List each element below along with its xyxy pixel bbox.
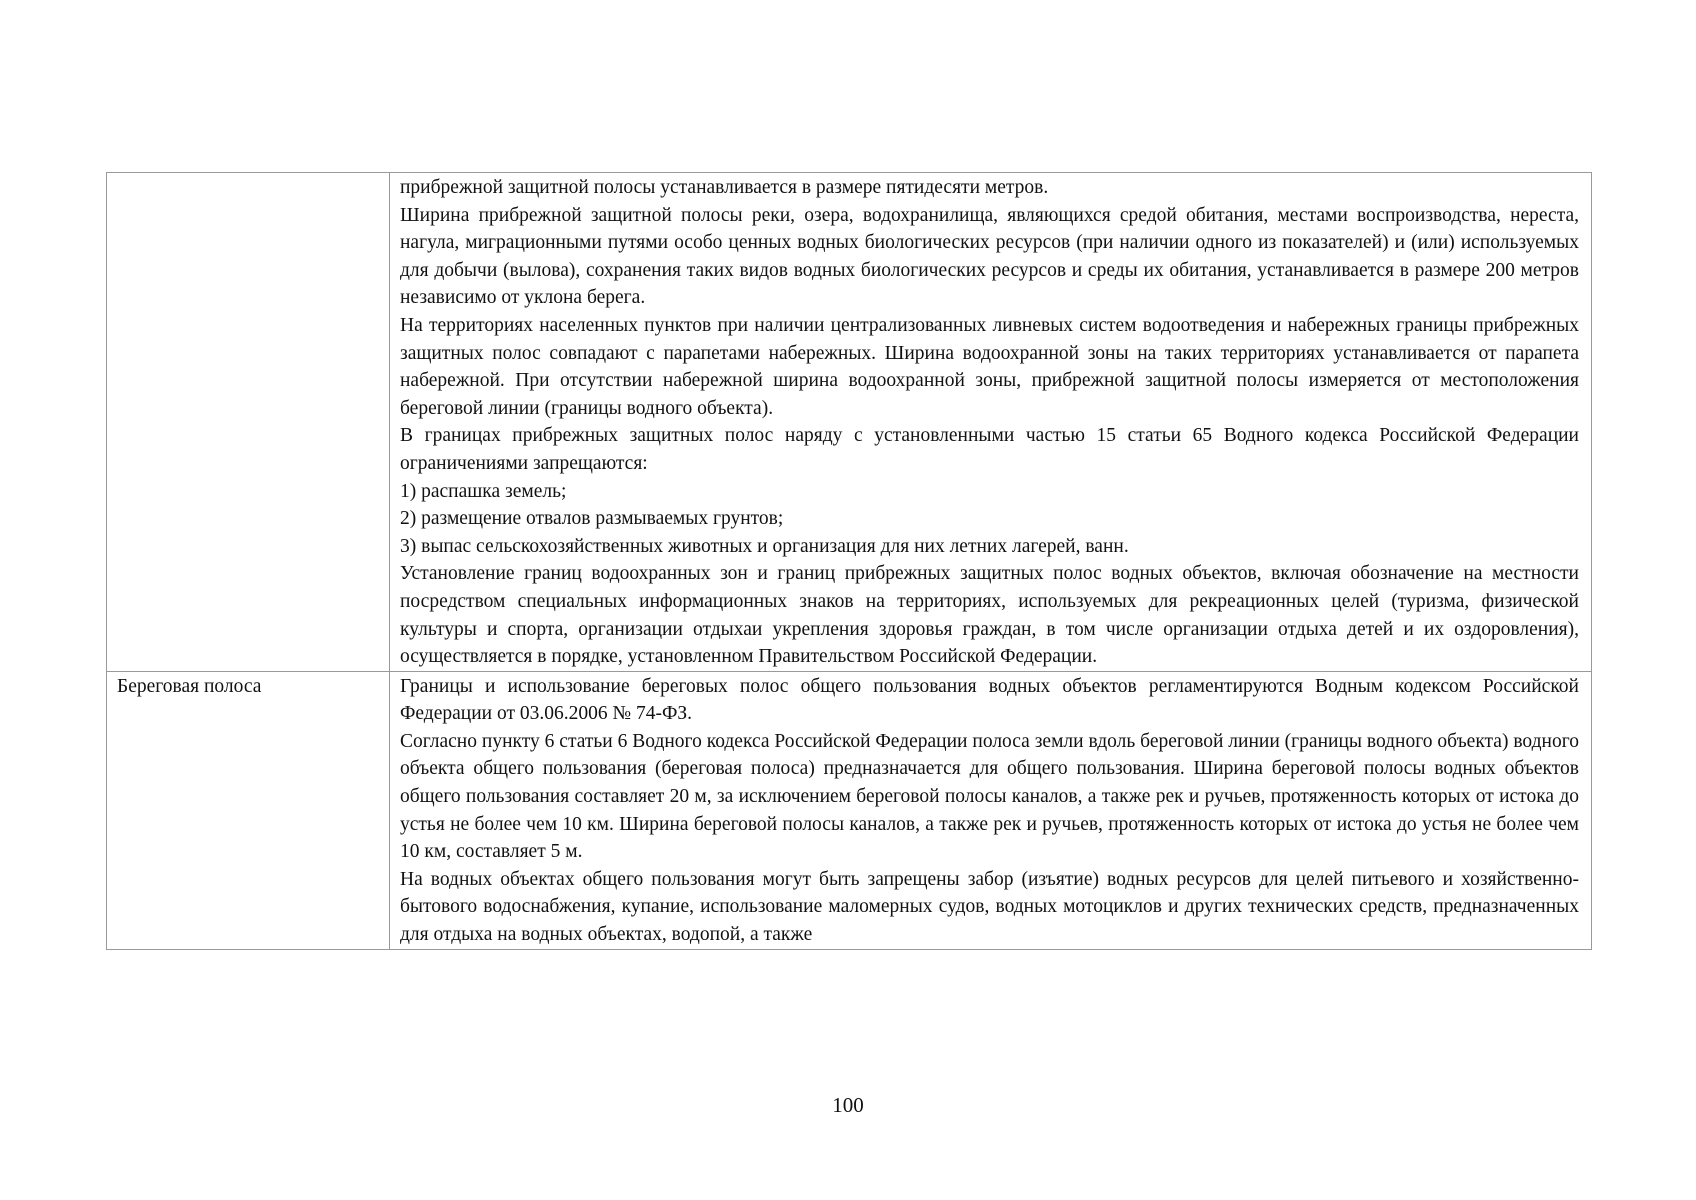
list-item: 2) размещение отвалов размываемых грунтов; [400,508,784,530]
paragraph: Согласно пункту 6 статьи 6 Водного кодекса Российской Федерации полоса земли вдоль береговой линии (границы водного объекта) водного объекта общего пользования (береговая полоса) предназначается для общего пользования. Ширина береговой полосы водных объектов общего пользования составляет 20 м, за исключением береговой полосы каналов, а также рек и ручьев, протяженность которых от истока до устья не более чем 10 км. Ширина береговой полосы каналов, а также рек и ручьев, протяженность которых от истока до устья не более чем 10 км, составляет 5 м. [400,730,1579,863]
row-text-cell [390,173,1592,672]
list-item: 3) выпас сельскохозяйственных животных и организация для них летних лагерей, ванн. [400,535,1129,557]
paragraph: Установление границ водоохранных зон и границ прибрежных защитных полос водных объектов, включая обозначение на местности посредством специальных информационных знаков на территориях, используемых для рекреационных целей (туризма, физической культуры и спорта, организации отдыхаи укрепления здоровья граждан, в том числе организации отдыха детей и их оздоровления), осуществляется в порядке, установленном Правительством Российской Федерации. [400,563,1579,668]
content-table [106,172,1592,950]
paragraph: На водных объектах общего пользования могут быть запрещены забор (изъятие) водных ресурсов для целей питьевого и хозяйственно-бытового водоснабжения, купание, использование маломерных судов, водных мотоциклов и других технических средств, предназначенных для отдыха на водных объектах, водопой, а также [400,868,1579,946]
list-item: 1) распашка земель; [400,480,567,502]
paragraph: На территориях населенных пунктов при наличии централизованных ливневых систем водоотведения и набережных границы прибрежных защитных полос совпадают с парапетами набережных. Ширина водоохранной зоны на таких территориях устанавливается от парапета набережной. При отсутствии набережной ширина водоохранной зоны, прибрежной защитной полосы измеряется от местоположения береговой линии (границы водного объекта). [400,314,1579,419]
paragraph: Границы и использование береговых полос общего пользования водных объектов регламентируются Водным кодексом Российской Федерации от 03.06.2006 № 74-ФЗ. [400,675,1579,725]
page-number: 100 [832,1093,864,1117]
paragraph: прибрежной защитной полосы устанавливается в размере пятидесяти метров. [400,177,1049,198]
table-row [107,173,1592,672]
row-label-cell [107,671,390,949]
row-text-cell [390,671,1592,949]
paragraph: Ширина прибрежной защитной полосы реки, озера, водохранилища, являющихся средой обитания, местами воспроизводства, нереста, нагула, миграционными путями особо ценных водных биологических ресурсов (при наличии одного из показателей) и (или) используемых для добычи (вылова), сохранения таких видов водных биологических ресурсов и среды их обитания, устанавливается в размере 200 метров независимо от уклона берега. [400,204,1579,309]
row-label-cell [107,173,390,672]
table-row [107,671,1592,949]
paragraph: В границах прибрежных защитных полос наряду с установленными частью 15 статьи 65 Водного кодекса Российской Федерации ограничениями запрещаются: [400,425,1579,474]
row-label: Береговая полоса [117,675,262,697]
